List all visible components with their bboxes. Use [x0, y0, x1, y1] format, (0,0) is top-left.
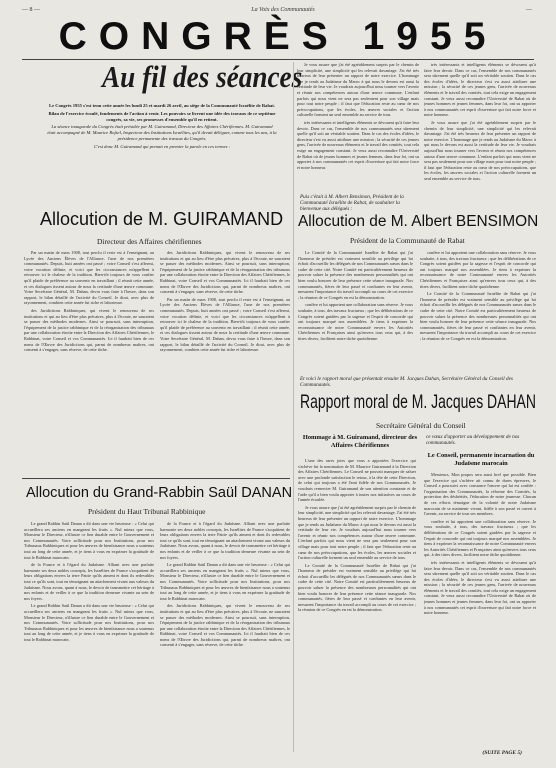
text-column: [297, 62, 419, 190]
section-rule: [22, 478, 290, 479]
page-number: — 8 —: [22, 7, 40, 13]
text-column: [424, 472, 536, 748]
article-headline-bensimon: Allocution de M. Albert BENSIMON: [298, 213, 539, 230]
section-heading-conseil: Le Conseil, permanente incarnation du Judaïsme marocain: [427, 452, 535, 467]
article-subtitle-danan: Président du Haut Tribunal Rabbinique: [88, 507, 206, 516]
text-column: [160, 250, 290, 472]
paragraph: Le grand Rabbin Saül Danan a dit dans une vie heureuse : « Celui qui accueillera ses anciens en mangeant les fruits ». Nul mieux que vous, Monsieur le Directeur, n'illustre ce lien durable entre le Gouvernement et nos Communautés. Votre sollicitude pour nos Institutions, pour nos Tribunaux Rabbiniques et pour les œuvres de bienfaisance nous a soutenus tout au long de cette année, et je tiens à vous en exprimer la gratitude de tout le Rabbinat marocain.: [24, 521, 154, 560]
continued-note: (SUITE PAGE 5): [482, 750, 522, 756]
paragraph: Le grand Rabbin Saül Danan a dit dans une vie heureuse : « Celui qui accueillera ses anciens en mangeant les fruits ». Nul mieux que vous, Monsieur le Directeur, n'illustre ce lien durable entre le Gouvernement et nos Communautés. Votre sollicitude pour nos Institutions, pour nos Tribunaux Rabbiniques et pour les œuvres de bienfaisance nous a soutenus tout au long de cette année, et je tiens à vous en exprimer la gratitude de tout le Rabbinat marocain.: [24, 603, 154, 642]
paragraph: Par un matin de mars 1908, tout perclu il reste est à l'enseignant, au Lycée des Anciens Élèves de l'Alliance, l'une de nos premières communautés. Depuis, huit années ont passé ; votre Conseil s'est affermi, votre vocation définie, et voici que les circonstances m'appellent à retrouver ici le chaleur de la tradition. Bien-tôt toujours de vous confier qu'il plaide de préférence au souvenir en travaillant ; il réunit cette année, et ces dialogues tissent autour de nous la certitude d'une œuvre commune. Votre Secrétaire Général, M. Dahan, devra vous faire à l'heure, dans son rapport, le bilan détaillé de l'activité du Conseil. Je dirai, avec plus de rayonnement, combien cette année fut riche et laborieuse.: [160, 296, 290, 353]
text-column: [24, 250, 154, 472]
intro-paragraph: C'est donc M. Guiramand qui prenait en premier la parole en ces termes :: [93, 143, 231, 149]
feature-intro: [47, 103, 277, 151]
paragraph: très intéressants et intelligents éléments se dévouent qu'à faire leur devoir. Dans ce cas, l'ensemble de nos communautés sera sûrement quelle qu'il soit un véritable soutien. Dans le cas des écoles d'idées, le directeur s'est vu aussi attribuer une mission ; la sécurité de ces jeunes gens, l'arrivée de nouveaux éléments et le travail des comités, tout cela exige un engagement constant. Je veux aussi reconnaître l'Université de Rabat où de jeunes hommes et jeunes femmes, dans leur foi, ont su apporter à nos communautés cet esprit d'ouverture qui fait notre force et notre honneur.: [297, 119, 419, 170]
paragraph: Je vous assure que j'ai été agréablement surpris par le chemin de leur simplicité, une simplicité qui les relevait davantage. J'ai été très heureux de leur présenter un rapport de notre exercice. L'hommage que je rends au Judaïsme du Maroc à qui nous le devons est aussi la certitude de leur vie. Je voudrais aujourd'hui nous tourner vers l'avenir et réunir nos compétences autour d'une œuvre commune. L'enfant parfois qui nous vient ne sera pas seulement pour son village mais pour tout notre peuple ; il faut que l'éducation reste au cœur de nos préoccupations, que les écoles, les œuvres sociales et l'action culturelle forment un seul ensemble au service de tous.: [424, 119, 536, 181]
paragraph: Le Comité de la Communauté Israélite de Rabat qui j'ai l'honneur de présider est vraiment sensible au privilège qui lui échoit d'accueillir les délégués de nos Communautés sœurs dans le cadre de cette cité. Notre Comité est particulièrement heureux de pouvoir saluer la présence des nombreuses personnalités qui ont bien voulu honorer de leur présence cette séance inaugurale. Nos communautés, fières de leur passé et confiantes en leur avenir, mesurent l'importance du travail accompli au cours de cet exercice ; la réunion de ce Congrès en est la démonstration.: [420, 291, 536, 341]
paragraph: de la France et à l'égard du Judaïsme. Alliant avec une parfaite harmonie ses deux nobles concepts, les Israélites de France s'acquittent de leurs obligations envers la terre Patrie qu'ils aiment et dont ils redevables tout ce qu'ils sont, tout en témoignant un attachement vivant aux valeurs du Judaïsme. Nous avons, quant à nous, le devoir de transmettre cet héritage à nos enfants et de veiller à ce que la tradition demeure vivante au sein de nos foyers.: [160, 521, 290, 560]
header-mark: —: [526, 7, 532, 13]
article-subtitle-dahan: Secrétaire Général du Conseil: [376, 421, 466, 430]
running-title: La Voix des Communautés: [251, 7, 315, 13]
masthead-title: CONGRÈS 1955: [58, 15, 498, 58]
text-column: [298, 250, 413, 380]
paragraph: Je vous assure que j'ai été agréablement surpris par le chemin de leur simplicité, une simplicité qui les relevait davantage. J'ai été très heureux de leur présenter un rapport de notre exercice. L'hommage que je rends au Judaïsme du Maroc à qui nous le devons est aussi la certitude de leur vie. Je voudrais aujourd'hui nous tourner vers l'avenir et réunir nos compétences autour d'une œuvre commune. L'enfant parfois qui nous vient ne sera pas seulement pour son village mais pour tout notre peuple ; il faut que l'éducation reste au cœur de nos préoccupations, que les écoles, les œuvres sociales et l'action culturelle forment un seul ensemble au service de tous.: [297, 62, 419, 118]
paragraph: des Juridictions Rabbiniques, qui vivent le renouveau de ses institutions et qui au lieu d'être plus précaires, plus à l'écoute, ne sauraient se passer des méthodes modernes. Ainsi se poursuit, sans interruption, l'équipement de la justice rabbinique et de la réorganisation des tribunaux par une collaboration étroite entre la Direction des Affaires Chérifiennes, le Rabbinat, votre Conseil et vos Communautés. Ici il faudrait bien de ces noms de l'Œuvre des Juridictions qui, parmi de nombreux maîtres, ont consenti à s'engager, sans réserve, de cette tâche.: [160, 603, 290, 648]
paragraph: Je vous assure que j'ai été agréablement surpris par le chemin de leur simplicité, une simplicité qui les relevait davantage. J'ai été très heureux de leur présenter un rapport de notre exercice. L'hommage que je rends au Judaïsme du Maroc à qui nous le devons est aussi la certitude de leur vie. Je voudrais aujourd'hui nous tourner vers l'avenir et réunir nos compétences autour d'une œuvre commune. L'enfant parfois qui nous vient ne sera pas seulement pour son village mais pour tout notre peuple ; il faut que l'éducation reste au cœur de nos préoccupations, que les écoles, les œuvres sociales et l'action culturelle forment un seul ensemble au service de tous.: [298, 504, 416, 561]
intro-paragraph: La séance inaugurale du Congrès était présidée par M. Guiramand, Directeur des Affaires Chérifiennes. M. Guiramand était accompagné de M. Maurice Rofsel, Inspecteur des Institutions Israélites, qu'il devait déléguer, comme tous les ans, à la présidence permanente des travaux du Congrès.: [47, 124, 277, 142]
paragraph: L'une des rares joies que vous a apportées l'exercice qui s'achève fut la nomination de M. Maurice Guiramand à la Direction des Affaires Chérifiennes. Le Conseil ne pouvait manquer de saluer avec une profonde satisfaction le retour, à la tête de cette Direction, de celui qui toujours a été l'ami fidèle de nos Communautés. Je voudrais remercier M. Guiramand de son attention constante et de l'aide qu'il a bien voulu apporter à toutes nos initiatives au cours de l'année écoulée.: [298, 458, 416, 503]
paragraph: des Juridictions Rabbiniques, qui vivent le renouveau de ses institutions et qui au lieu d'être plus précaires, plus à l'écoute, ne sauraient se passer des méthodes modernes. Ainsi se poursuit, sans interruption, l'équipement de la justice rabbinique et de la réorganisation des tribunaux par une collaboration étroite entre la Direction des Affaires Chérifiennes, le Rabbinat, votre Conseil et vos Communautés. Ici il faudrait bien de ces noms de l'Œuvre des Juridictions qui, parmi de nombreux maîtres, ont consenti à s'engager, sans réserve, de cette tâche.: [24, 307, 154, 353]
article-headline-guiramand: Allocution de M. GUIRAMAND: [40, 209, 284, 229]
dahan-note: ce vœux d'apporter au développement de nos communautés.: [426, 434, 520, 446]
dahan-intro-note: Et voici le rapport moral que présentait ensuite M. Jacques Dahan, Secrétaire Général du Conseil des Communautés.: [300, 376, 513, 388]
paragraph: Le Comité de la Communauté Israélite de Rabat qui j'ai l'honneur de présider est vraiment sensible au privilège qui lui échoit d'accueillir les délégués de nos Communautés sœurs dans le cadre de cette cité. Notre Comité est particulièrement heureux de pouvoir saluer la présence des nombreuses personnalités qui ont bien voulu honorer de leur présence cette séance inaugurale. Nos communautés, fières de leur passé et confiantes en leur avenir, mesurent l'importance du travail accompli au cours de cet exercice ; la réunion de ce Congrès en est la démonstration.: [298, 562, 416, 613]
paragraph: Le grand Rabbin Saül Danan a dit dans une vie heureuse : « Celui qui accueillera ses anciens en mangeant les fruits ». Nul mieux que vous, Monsieur le Directeur, n'illustre ce lien durable entre le Gouvernement et nos Communautés. Votre sollicitude pour nos Institutions, pour nos Tribunaux Rabbiniques et pour les œuvres de bienfaisance nous a soutenus tout au long de cette année, et je tiens à vous en exprimer la gratitude de tout le Rabbinat marocain.: [160, 562, 290, 601]
paragraph: confère et lui apportent une collaboration sans réserve. Je vous souhaite, à tous, des travaux fructueux ; que les délibérations de ce Congrès soient guidées par la sagesse et l'esprit de concorde qui ont toujours marqué nos assemblées. Je tiens à exprimer la reconnaissance de notre Communauté envers les Autorités Chérifiennes et Françaises ainsi qu'envers tous ceux qui, à des titres divers, facilitent notre tâche quotidienne.: [420, 250, 536, 289]
column-divider: [293, 62, 294, 752]
paragraph: de la France et à l'égard du Judaïsme. Alliant avec une parfaite harmonie ses deux nobles concepts, les Israélites de France s'acquittent de leurs obligations envers la terre Patrie qu'ils aiment et dont ils redevables tout ce qu'ils sont, tout en témoignant un attachement vivant aux valeurs du Judaïsme. Nous avons, quant à nous, le devoir de transmettre cet héritage à nos enfants et de veiller à ce que la tradition demeure vivante au sein de nos foyers.: [24, 562, 154, 601]
intro-paragraph: Bilan de l'exercice écoulé, fondements de l'action à venir. Les pouvoirs se livrent une idée des travaux de ce septième congrès, sa vie, ses promesses d'ensemble qu'il en retient.: [48, 110, 276, 122]
text-column: [420, 250, 536, 374]
intro-paragraph: Le Congrès 1955 s'est tenu cette année les lundi 25 et mardi 26 avril, au siège de la Communauté Israélite de Rabat.: [49, 103, 275, 108]
text-column: [160, 521, 290, 761]
paragraph: très intéressants et intelligents éléments se dévouent qu'à faire leur devoir. Dans ce cas, l'ensemble de nos communautés sera sûrement quelle qu'il soit un véritable soutien. Dans le cas des écoles d'idées, le directeur s'est vu aussi attribuer une mission ; la sécurité de ces jeunes gens, l'arrivée de nouveaux éléments et le travail des comités, tout cela exige un engagement constant. Je veux aussi reconnaître l'Université de Rabat où de jeunes hommes et jeunes femmes, dans leur foi, ont su apporter à nos communautés cet esprit d'ouverture qui fait notre force et notre honneur.: [424, 62, 536, 118]
paragraph: Le Comité de la Communauté Israélite de Rabat qui j'ai l'honneur de présider est vraiment sensible au privilège qui lui échoit d'accueillir les délégués de nos Communautés sœurs dans le cadre de cette cité. Notre Comité est particulièrement heureux de pouvoir saluer la présence des nombreuses personnalités qui ont bien voulu honorer de leur présence cette séance inaugurale. Nos communautés, fières de leur passé et confiantes en leur avenir, mesurent l'importance du travail accompli au cours de cet exercice ; la réunion de ce Congrès en est la démonstration.: [298, 250, 413, 300]
article-subtitle-bensimon: Président de la Communauté de Rabat: [350, 236, 465, 245]
article-headline-danan: Allocution du Grand-Rabbin Saül DANAN: [26, 484, 293, 501]
paragraph: des Juridictions Rabbiniques, qui vivent le renouveau de ses institutions et qui au lieu d'être plus précaires, plus à l'écoute, ne sauraient se passer des méthodes modernes. Ainsi se poursuit, sans interruption, l'équipement de la justice rabbinique et de la réorganisation des tribunaux par une collaboration étroite entre la Direction des Affaires Chérifiennes, le Rabbinat, votre Conseil et vos Communautés. Ici il faudrait bien de ces noms de l'Œuvre des Juridictions qui, parmi de nombreux maîtres, ont consenti à s'engager, sans réserve, de cette tâche.: [160, 250, 290, 295]
feature-headline: Au fil des séances: [102, 59, 303, 94]
article-subtitle-guiramand: Directeur des Affaires chérifiennes: [97, 237, 202, 246]
paragraph: très intéressants et intelligents éléments se dévouent qu'à faire leur devoir. Dans ce cas, l'ensemble de nos communautés sera sûrement quelle qu'il soit un véritable soutien. Dans le cas des écoles d'idées, le directeur s'est vu aussi attribuer une mission ; la sécurité de ces jeunes gens, l'arrivée de nouveaux éléments et le travail des comités, tout cela exige un engagement constant. Je veux aussi reconnaître l'Université de Rabat où de jeunes hommes et jeunes femmes, dans leur foi, ont su apporter à nos communautés cet esprit d'ouverture qui fait notre force et notre honneur.: [424, 559, 536, 616]
bensimon-intro-note: Puis c'était à M. Albert Bensimon, Président de la Communauté Israélite de Rabat, de souhaiter la bienvenue aux délégués :: [300, 194, 404, 212]
text-column: [24, 521, 154, 761]
text-column: [424, 62, 536, 192]
section-heading-hommage: Hommage à M. Guiramand, directeur des Affaires Chérifiennes: [302, 434, 418, 449]
paragraph: confère et lui apportent une collaboration sans réserve. Je vous souhaite, à tous, des travaux fructueux ; que les délibérations de ce Congrès soient guidées par la sagesse et l'esprit de concorde qui ont toujours marqué nos assemblées. Je tiens à exprimer la reconnaissance de notre Communauté envers les Autorités Chérifiennes et Françaises ainsi qu'envers tous ceux qui, à des titres divers, facilitent notre tâche quotidienne.: [424, 518, 536, 558]
paragraph: Par un matin de mars 1908, tout perclu il reste est à l'enseignant, au Lycée des Anciens Élèves de l'Alliance, l'une de nos premières communautés. Depuis, huit années ont passé ; votre Conseil s'est affermi, votre vocation définie, et voici que les circonstances m'appellent à retrouver ici le chaleur de la tradition. Bien-tôt toujours de vous confier qu'il plaide de préférence au souvenir en travaillant ; il réunit cette année, et ces dialogues tissent autour de nous la certitude d'une œuvre commune. Votre Secrétaire Général, M. Dahan, devra vous faire à l'heure, dans son rapport, le bilan détaillé de l'activité du Conseil. Je dirai, avec plus de rayonnement, combien cette année fut riche et laborieuse.: [24, 250, 154, 306]
paragraph: Messieurs, Mon propos sera aussi bref que possible. Bien que l'exercice qui s'achève ait connu de dures épreuves, le Conseil a poursuivi avec constance l'œuvre qui lui est confiée : l'organisation des Communautés, la réforme des Comités, la protection des déshérités, l'éducation de notre jeunesse. Chacun de ces efforts témoigne de la volonté de notre Judaïsme marocain de se maintenir vivant, fidèle à son passé et ouvert à l'avenir, au service de tous ses membres.: [424, 472, 536, 517]
paragraph: confère et lui apportent une collaboration sans réserve. Je vous souhaite, à tous, des travaux fructueux ; que les délibérations de ce Congrès soient guidées par la sagesse et l'esprit de concorde qui ont toujours marqué nos assemblées. Je tiens à exprimer la reconnaissance de notre Communauté envers les Autorités Chérifiennes et Françaises ainsi qu'envers tous ceux qui, à des titres divers, facilitent notre tâche quotidienne.: [298, 302, 413, 341]
text-column: [298, 458, 416, 748]
article-headline-dahan: Rapport moral de M. Jacques DAHAN: [300, 392, 536, 413]
